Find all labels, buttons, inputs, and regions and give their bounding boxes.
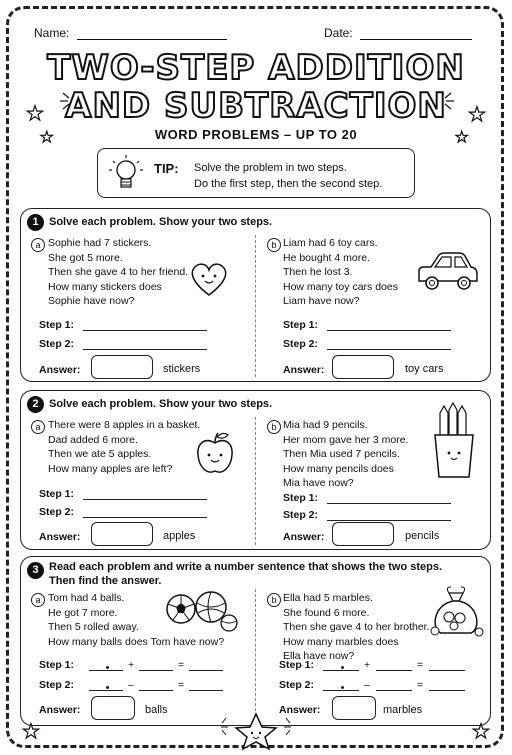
answer-unit: stickers <box>163 363 201 375</box>
marble-bag-icon <box>427 585 485 637</box>
step1-label: Step 1: <box>39 659 75 671</box>
sparkle-icon <box>60 90 80 110</box>
step1-label: Step 1: <box>283 492 319 504</box>
step2-line[interactable] <box>83 349 207 350</box>
problem-line: Mia have now? <box>283 477 354 489</box>
step1-label: Step 1: <box>39 319 75 331</box>
date-label: Date: <box>324 26 353 40</box>
answer-unit: apples <box>163 530 196 542</box>
number-blank[interactable] <box>323 670 359 671</box>
answer-unit: toy cars <box>405 363 444 375</box>
section-number: 2 <box>27 396 44 413</box>
answer-label: Answer: <box>283 531 325 543</box>
number-blank[interactable] <box>429 690 465 691</box>
problem-line: Then we ate 5 apples. <box>48 448 152 460</box>
name-field[interactable] <box>34 26 227 40</box>
sparkle-icon <box>434 90 454 110</box>
column-divider <box>255 589 256 721</box>
number-blank[interactable] <box>429 670 465 671</box>
problem-line: She found 6 more. <box>283 606 370 619</box>
problem-2a-text <box>48 418 200 476</box>
instruction-line: Then find the answer. <box>49 575 162 587</box>
number-blank[interactable] <box>189 690 223 691</box>
answer-box[interactable] <box>91 696 135 720</box>
step1-line[interactable] <box>83 330 207 331</box>
step1-label: Step 1: <box>279 659 315 671</box>
tip-box <box>97 148 415 198</box>
number-blank[interactable] <box>139 670 173 671</box>
title-line-1: TWO-STEP ADDITION <box>47 48 465 88</box>
tip-line: Do the first step, then the second step. <box>194 178 383 190</box>
section-3 <box>20 556 491 726</box>
problem-letter: b <box>267 593 281 607</box>
problem-3b-text <box>283 591 430 664</box>
answer-unit: balls <box>145 704 168 716</box>
sparkle-icon <box>212 716 230 736</box>
answer-box[interactable] <box>332 355 394 379</box>
problem-1b-text <box>283 236 398 309</box>
answer-unit: pencils <box>405 530 440 542</box>
step2-line[interactable] <box>83 517 207 518</box>
answer-unit: marbles <box>383 704 423 716</box>
section-1 <box>20 208 491 382</box>
tip-label: TIP: <box>154 161 179 176</box>
problem-line: How many marbles does <box>283 635 399 648</box>
balls-icon <box>165 589 245 633</box>
step2-line[interactable] <box>327 349 451 350</box>
section-instruction: Solve each problem. Show your two steps. <box>49 398 273 410</box>
number-blank[interactable] <box>89 670 123 671</box>
number-blank[interactable] <box>376 690 412 691</box>
problem-line: Then she gave 4 to her brother. <box>283 621 430 633</box>
lightbulb-icon <box>106 153 146 195</box>
problem-1a-text <box>48 236 188 309</box>
number-blank[interactable] <box>189 670 223 671</box>
tip-text <box>194 160 382 192</box>
problem-line: Then 5 rolled away. <box>48 621 139 633</box>
smiling-star-icon <box>232 712 280 750</box>
problem-line: Sophie had 7 stickers. <box>48 237 152 249</box>
problem-line: How many pencils does <box>283 462 394 475</box>
pencil-cup-icon <box>431 405 477 479</box>
problem-line: Then Mia used 7 pencils. <box>283 448 400 460</box>
section-instruction: Solve each problem. Show your two steps. <box>49 216 273 228</box>
star-icon: ★ <box>455 129 469 146</box>
star-icon: ★ <box>40 129 54 146</box>
name-line[interactable] <box>77 27 227 40</box>
equals-sign: = <box>178 679 185 691</box>
step1-line[interactable] <box>327 503 451 504</box>
equals-sign: = <box>178 659 185 671</box>
column-divider <box>255 235 256 377</box>
answer-box[interactable] <box>91 522 153 546</box>
heart-icon <box>189 259 229 299</box>
instruction-line: Read each problem and write a number sentence that shows the two steps. <box>49 561 443 573</box>
problem-letter: a <box>31 593 45 607</box>
answer-label: Answer: <box>283 364 325 376</box>
step1-line[interactable] <box>327 330 451 331</box>
sparkle-icon <box>282 716 300 736</box>
problem-line: Sophie have now? <box>48 295 135 307</box>
step1-line[interactable] <box>83 499 207 500</box>
problem-2b-text <box>283 418 408 491</box>
problem-letter: a <box>31 420 45 434</box>
step1-label: Step 1: <box>39 488 75 500</box>
star-icon: ★ <box>26 103 44 125</box>
problem-line: Liam had 6 toy cars. <box>283 237 378 249</box>
problem-line: How many apples are left? <box>48 462 173 475</box>
problem-line: Dad added 6 more. <box>48 433 138 446</box>
apple-icon <box>195 431 235 477</box>
subtitle: WORD PROBLEMS – UP TO 20 <box>154 127 358 142</box>
number-blank[interactable] <box>376 670 412 671</box>
plus-sign: + <box>128 659 135 671</box>
step2-label: Step 2: <box>39 338 75 350</box>
equals-sign: = <box>417 659 424 671</box>
answer-label: Answer: <box>39 531 81 543</box>
section-number: 1 <box>27 214 44 231</box>
section-number: 3 <box>27 562 44 579</box>
step2-label: Step 2: <box>283 509 319 521</box>
problem-line: She got 5 more. <box>48 251 123 264</box>
star-icon: ★ <box>468 104 486 126</box>
problem-line: Ella had 5 marbles. <box>283 592 373 604</box>
step2-label: Step 2: <box>39 506 75 518</box>
star-icon: ★ <box>22 721 40 743</box>
equals-sign: = <box>417 679 424 691</box>
step2-label: Step 2: <box>279 679 315 691</box>
step2-label: Step 2: <box>39 679 75 691</box>
number-blank[interactable] <box>323 690 359 691</box>
problem-line: Mia had 9 pencils. <box>283 419 368 431</box>
problem-letter: a <box>31 238 45 252</box>
column-divider <box>255 417 256 545</box>
answer-box[interactable] <box>332 696 376 720</box>
step2-line[interactable] <box>327 520 451 521</box>
answer-label: Answer: <box>39 704 81 716</box>
title-line-2: AND SUBTRACTION <box>65 86 447 126</box>
step1-label: Step 1: <box>283 319 319 331</box>
number-blank[interactable] <box>89 690 123 691</box>
answer-label: Answer: <box>279 704 321 716</box>
problem-line: Ella have now? <box>283 650 355 662</box>
step2-label: Step 2: <box>283 338 319 350</box>
answer-box[interactable] <box>332 522 394 546</box>
minus-sign: – <box>364 679 370 691</box>
problem-line: Then he lost 3. <box>283 266 353 278</box>
tip-line: Solve the problem in two steps. <box>194 162 347 174</box>
problem-line: He bought 4 more. <box>283 251 370 264</box>
problem-line: Tom had 4 balls. <box>48 592 125 604</box>
problem-letter: b <box>267 420 281 434</box>
answer-box[interactable] <box>91 355 153 379</box>
name-label: Name: <box>34 26 70 40</box>
problem-line: He got 7 more. <box>48 606 118 619</box>
plus-sign: + <box>364 659 371 671</box>
star-icon: ★ <box>472 721 490 743</box>
problem-line: There were 8 apples in a basket. <box>48 419 201 431</box>
problem-line: Her mom gave her 3 more. <box>283 433 409 446</box>
problem-line: Then she gave 4 to her friend. <box>48 266 189 278</box>
problem-line: Liam have now? <box>283 295 360 307</box>
number-blank[interactable] <box>139 690 173 691</box>
date-field[interactable] <box>324 26 472 40</box>
section-2 <box>20 390 491 550</box>
problem-line: How many stickers does <box>48 280 162 293</box>
problem-line: How many balls does Tom have now? <box>48 635 225 648</box>
minus-sign: – <box>128 679 134 691</box>
answer-label: Answer: <box>39 364 81 376</box>
problem-line: How many toy cars does <box>283 280 398 293</box>
section-instruction <box>49 560 442 588</box>
problem-letter: b <box>267 238 281 252</box>
toy-car-icon <box>415 247 479 295</box>
date-line[interactable] <box>360 27 472 40</box>
